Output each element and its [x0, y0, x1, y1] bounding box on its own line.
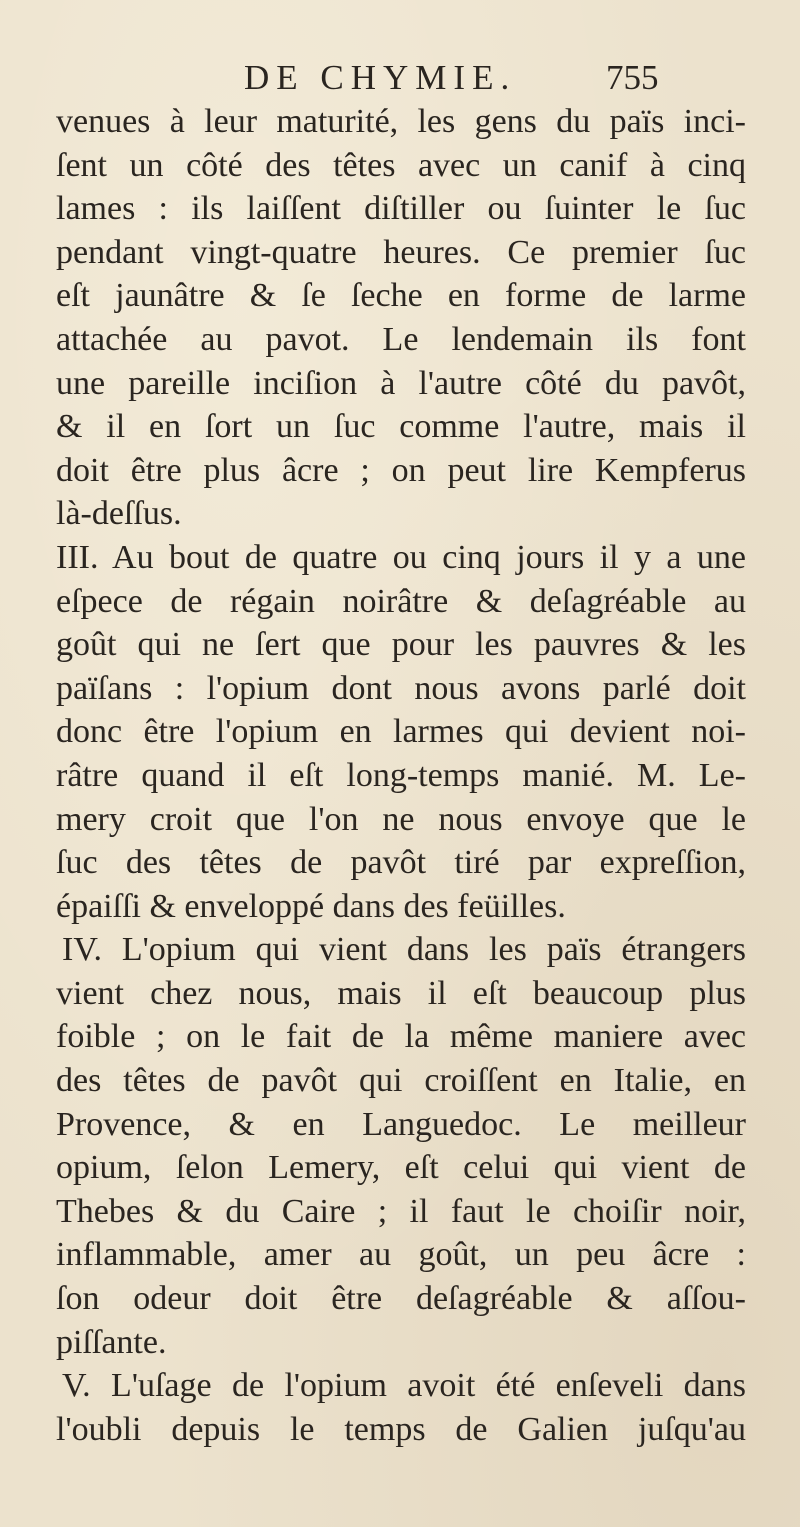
- text-line: des têtes de pavôt qui croiſſent en Italie, en: [56, 1062, 746, 1100]
- text-line: venues à leur maturité, les gens du païs inci-: [56, 103, 746, 140]
- text-line: Provence, & en Languedoc. Le meilleur: [56, 1105, 746, 1143]
- text-line: râtre quand il eſt long-temps manié. M. Le-: [56, 756, 746, 794]
- running-title: DE CHYMIE.: [244, 58, 517, 97]
- paragraph-start-line: V. L'uſage de l'opium avoit été enſeveli dans: [62, 1367, 746, 1405]
- text-line: piſſante.: [56, 1323, 167, 1361]
- text-line: Thebes & du Caire ; il faut le choiſir noir,: [56, 1192, 746, 1230]
- text-line: une pareille inciſion à l'autre côté du pavôt,: [56, 364, 746, 402]
- text-line: ſon odeur doit être deſagréable & aſſou-: [56, 1280, 746, 1318]
- text-line: doit être plus âcre ; on peut lire Kempferus: [56, 451, 746, 489]
- text-line: goût qui ne ſert que pour les pauvres & les: [56, 626, 746, 664]
- text-line: mery croit que l'on ne nous envoye que le: [56, 800, 746, 838]
- text-line: épaiſſi & enveloppé dans des feüilles.: [56, 887, 566, 925]
- text-line: attachée au pavot. Le lendemain ils font: [56, 320, 746, 358]
- text-line: opium, ſelon Lemery, eſt celui qui vient de: [56, 1149, 746, 1187]
- text-line: païſans : l'opium dont nous avons parlé doit: [56, 669, 746, 707]
- text-line: pendant vingt-quatre heures. Ce premier ſuc: [56, 233, 746, 271]
- text-line: foible ; on le fait de la même maniere avec: [56, 1018, 746, 1056]
- text-line: vient chez nous, mais il eſt beaucoup plus: [56, 974, 746, 1012]
- text-line: eſpece de régain noirâtre & deſagréable au: [56, 582, 746, 620]
- body-text: [56, 100, 746, 1451]
- text-line: l'oubli depuis le temps de Galien juſqu'au: [56, 1410, 746, 1448]
- text-line: ſuc des têtes de pavôt tiré par expreſſion,: [56, 844, 746, 882]
- text-line: inflammable, amer au goût, un peu âcre :: [56, 1236, 746, 1274]
- text-line: là-deſſus.: [56, 495, 182, 533]
- paragraph-start-line: IV. L'opium qui vient dans les païs étrangers: [62, 931, 746, 969]
- text-line: & il en ſort un ſuc comme l'autre, mais il: [56, 408, 746, 446]
- text-line: donc être l'opium en larmes qui devient noi-: [56, 713, 746, 751]
- text-line: ſent un côté des têtes avec un canif à cinq: [56, 146, 746, 184]
- text-line: lames : ils laiſſent diſtiller ou ſuinter le ſuc: [56, 190, 746, 228]
- text-line: eſt jaunâtre & ſe ſeche en forme de larme: [56, 277, 746, 315]
- page-number: 755: [606, 58, 659, 97]
- paragraph-start-line: III. Au bout de quatre ou cinq jours il y a une: [56, 538, 746, 576]
